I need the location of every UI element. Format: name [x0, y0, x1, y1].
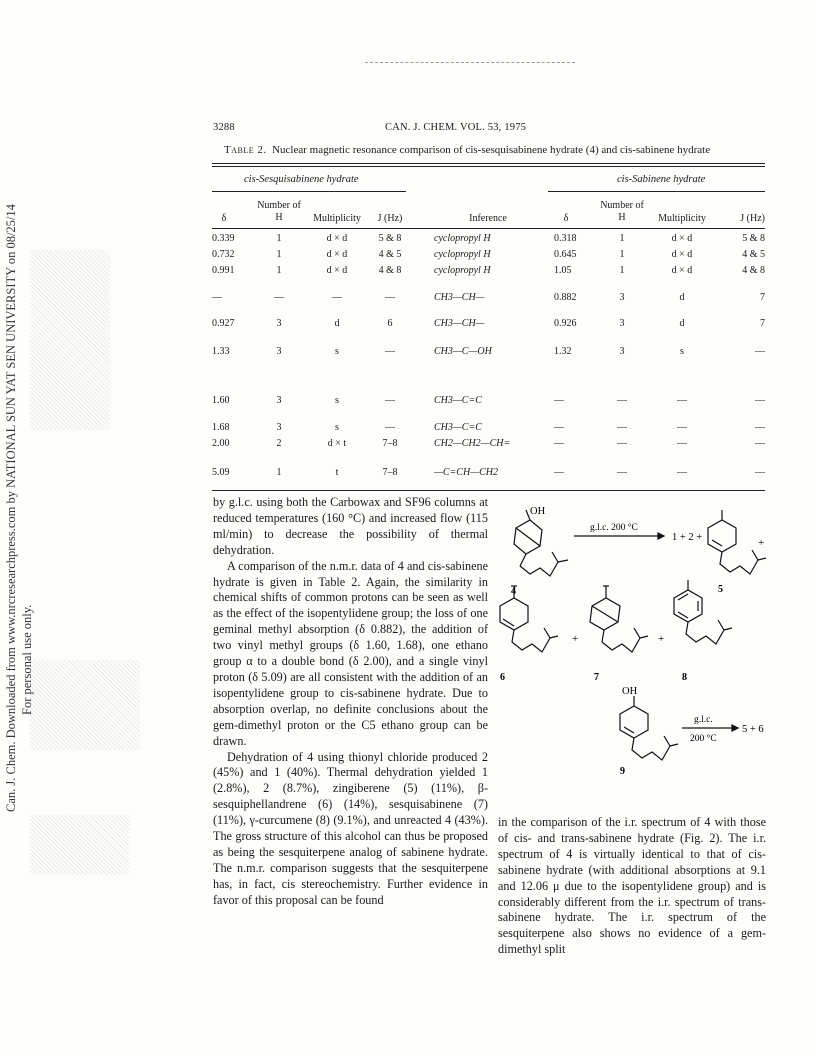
group-right: cis-Sabinene hydrate — [617, 174, 706, 185]
table-cell: 3 — [276, 395, 282, 406]
col-j-2: J (Hz) — [740, 213, 765, 224]
table-cell: 1.60 — [212, 395, 230, 406]
table-cell: — — [755, 438, 765, 449]
table-cell: — — [554, 422, 564, 433]
table-cell: — — [617, 467, 627, 478]
oh-label-1: OH — [530, 506, 546, 517]
table-row — [212, 346, 765, 360]
table-cell: d — [679, 292, 685, 303]
condition-2a: g.l.c. — [694, 715, 713, 725]
table-row — [212, 422, 765, 436]
page-number: 3288 — [213, 122, 235, 133]
right-column — [498, 815, 766, 958]
table-row — [212, 233, 765, 247]
table-cell: 7 — [760, 292, 765, 303]
label-8: 8 — [682, 672, 687, 683]
table-cell: d × d — [326, 249, 348, 260]
table-cell: 6 — [387, 318, 393, 329]
scan-smudge — [30, 250, 110, 430]
table-cell: — — [677, 395, 687, 406]
table-cell: s — [335, 346, 339, 357]
table-row — [212, 249, 765, 263]
table-cell: 3 — [619, 318, 625, 329]
plus-sign-1: + — [758, 537, 765, 549]
reaction-scheme — [496, 498, 768, 798]
scan-smudge — [30, 815, 130, 875]
table-cell: 7–8 — [382, 467, 398, 478]
table-cell: 3 — [276, 422, 282, 433]
table-cell: CH3—CH— — [434, 292, 485, 303]
table-cell: CH2—CH2—CH= — [434, 438, 511, 449]
scan-smudge — [30, 660, 140, 750]
table-cell: s — [335, 422, 339, 433]
table-cell: — — [385, 346, 395, 357]
plus-sign-2: + — [572, 633, 579, 645]
table-cell: CH3—C=C — [434, 422, 482, 433]
label-7: 7 — [594, 672, 599, 683]
table-cell: d × t — [327, 438, 347, 449]
table-cell: 5 & 8 — [742, 233, 765, 244]
journal-header: CAN. J. CHEM. VOL. 53, 1975 — [385, 122, 527, 133]
table-cell: 2 — [276, 438, 282, 449]
table-cell: 0.318 — [554, 233, 577, 244]
table-cell: 1 — [619, 233, 625, 244]
table-cell: 0.882 — [554, 292, 577, 303]
table-top-rule — [212, 163, 765, 164]
table-cell: 0.645 — [554, 249, 577, 260]
table-cell: — — [274, 292, 284, 303]
table-cell: 3 — [276, 346, 282, 357]
download-notice-line2: For personal use only. — [20, 604, 34, 715]
structure-8 — [674, 580, 732, 644]
right-paragraph-1: in the comparison of the i.r. spectrum of 4 with those of cis- and trans-sabinene hydrate (Fig. 2). The i.r. spectrum of 4 is virtually identical to that of cis-sabinene hydrate (with additional absorptions at 9.1 and 12.06 μ due to the isopentylidene group) and is considerably different from the i.r. spectrum of trans-sabinene hydrate. The i.r. spectrum of the sesquiterpene also shows no evidence of a gem-dimethyl split — [498, 815, 766, 957]
table-cell: — — [755, 395, 765, 406]
table-cell: 1 — [276, 467, 282, 478]
table-cell: — — [677, 467, 687, 478]
col-multiplicity: Multiplicity — [313, 213, 361, 224]
table-cell: 3 — [619, 292, 625, 303]
left-paragraph-3: Dehydration of 4 using thionyl chloride produced 2 (45%) and 1 (40%). Thermal dehydration yielded 1 (2.8%), 2 (8.7%), zingiberene (5) (11%), β-sesquiphellandrene (6) (14%), sesquisabinene (7) (11%), γ-curcumene (8) (9.1%), and unreacted 4 (43%). The gross structure of this alcohol can thus be proposed as being the sesquiterpene analog of sabinene hydrate. The n.m.r. comparison suggests that the sesquiterpene has, in fact, cis stereochemistry. Further evidence in favor of this proposal can be found — [213, 749, 488, 907]
table-cell: 1.32 — [554, 346, 572, 357]
table-cell: 5.09 — [212, 467, 230, 478]
label-6: 6 — [500, 672, 505, 683]
col-number-h-2: Number of H — [600, 200, 644, 223]
table-cell: — — [755, 346, 765, 357]
table-row — [212, 438, 765, 452]
group-right-rule — [548, 191, 765, 192]
table-top-rule-2 — [212, 166, 765, 167]
structure-6 — [500, 586, 558, 652]
table-cell: — — [677, 422, 687, 433]
table-cell: 7–8 — [382, 438, 398, 449]
table-cell: 0.991 — [212, 265, 235, 276]
table-cell: 4 & 8 — [378, 265, 402, 276]
left-paragraph-1: by g.l.c. using both the Carbowax and SF96 columns at reduced temperatures (160 °C) and increased flow (115 ml/min) to decrease the possibility of thermal dehydration. — [213, 495, 488, 557]
table-cell: CH3—C—OH — [434, 346, 492, 357]
table-cell: cyclopropyl H — [434, 233, 491, 244]
plus-sign-3: + — [658, 633, 665, 645]
table-cell: 1.05 — [554, 265, 572, 276]
left-column — [213, 495, 488, 909]
col-number-h: Number of H — [257, 200, 301, 223]
table-cell: t — [335, 467, 339, 478]
table-cell: 0.732 — [212, 249, 235, 260]
table-bottom-rule — [212, 490, 765, 491]
table-cell: 1 — [276, 249, 282, 260]
table-cell: — — [554, 438, 564, 449]
table-row — [212, 292, 765, 306]
structure-7 — [590, 586, 648, 652]
table-caption-text: Nuclear magnetic resonance comparison of cis-sesquisabinene hydrate (4) and cis-sabinene hydrate — [272, 144, 711, 156]
table-cell: — — [212, 292, 222, 303]
table-cell: 0.339 — [212, 233, 235, 244]
structure-4 — [514, 510, 568, 576]
table-header-row — [212, 199, 765, 225]
group-left: cis-Sesquisabinene hydrate — [244, 174, 359, 185]
table-cell: 1 — [619, 265, 625, 276]
table-cell: 1 — [276, 233, 282, 244]
table-cell: 3 — [619, 346, 625, 357]
col-inference: Inference — [469, 213, 507, 224]
table-cell: 2.00 — [212, 438, 230, 449]
col-delta: δ — [221, 213, 227, 224]
download-notice — [2, 190, 34, 820]
col-multiplicity-2: Multiplicity — [658, 213, 706, 224]
condition-1: g.l.c. 200 °C — [590, 523, 638, 533]
table-cell: 1 — [619, 249, 625, 260]
table-cell: — — [554, 467, 564, 478]
table-cell: CH3—CH— — [434, 318, 485, 329]
table-cell: s — [680, 346, 684, 357]
group-left-rule — [212, 191, 406, 192]
table-cell: — — [385, 395, 395, 406]
table-cell: cyclopropyl H — [434, 265, 491, 276]
table-cell: —C=CH—CH2 — [434, 467, 498, 478]
table-cell: d — [334, 318, 340, 329]
table-cell: — — [554, 395, 564, 406]
table-cell: — — [617, 422, 627, 433]
condition-2b: 200 °C — [690, 734, 717, 744]
label-4: 4 — [511, 586, 516, 597]
table-cell: — — [755, 422, 765, 433]
table-cell: 4 & 5 — [378, 249, 402, 260]
col-delta-2: δ — [563, 213, 569, 224]
table-cell: — — [617, 395, 627, 406]
table-cell: 1.68 — [212, 422, 230, 433]
table-cell: d × d — [671, 265, 693, 276]
table-cell: d × d — [326, 265, 348, 276]
table-row — [212, 265, 765, 279]
table-cell: d — [679, 318, 685, 329]
header-bottom-rule — [212, 228, 765, 229]
table-cell: 0.926 — [554, 318, 577, 329]
col-j: J (Hz) — [377, 213, 403, 224]
table-cell: 1.33 — [212, 346, 230, 357]
table-caption-label: Table 2. — [224, 144, 267, 156]
table-row — [212, 318, 765, 332]
table-cell: — — [385, 422, 395, 433]
table-cell: 4 & 5 — [742, 249, 765, 260]
table-cell: — — [617, 438, 627, 449]
table-cell: cyclopropyl H — [434, 249, 491, 260]
label-9: 9 — [620, 766, 625, 777]
table-cell: CH3—C=C — [434, 395, 482, 406]
table-row — [212, 467, 765, 481]
table-caption — [224, 144, 784, 156]
label-5: 5 — [718, 584, 723, 595]
table-cell: d × d — [326, 233, 348, 244]
table-cell: 1 — [276, 265, 282, 276]
products-2: 5 + 6 — [742, 724, 764, 735]
structure-9 — [620, 696, 678, 760]
table-cell: 7 — [760, 318, 765, 329]
table-cell: — — [385, 292, 395, 303]
table-cell: 5 & 8 — [378, 233, 402, 244]
oh-label-2: OH — [622, 686, 638, 697]
table-row — [212, 395, 765, 409]
table-cell: 4 & 8 — [742, 265, 765, 276]
top-dashes — [365, 62, 575, 63]
download-notice-line1: Can. J. Chem. Downloaded from www.nrcresearchpress.com by NATIONAL SUN YAT SEN UNIVERSITY on 08/25/14 — [4, 204, 18, 812]
left-paragraph-2: A comparison of the n.m.r. data of 4 and cis-sabinene hydrate is given in Table 2. Again, the similarity in chemical shifts of common protons can be seen as well as the effect of the isopentylidene group; the loss of one geminal methyl absorption (δ 0.882), the addition of two vinyl methyl groups (δ 1.60, 1.68), one ethano group α to a double bond (δ 2.00), and a single vinyl proton (δ 5.09) are all consistent with the addition of an isopentylidene group to cis-sabinene hydrate. Due to absorption overlap, no definite conclusions about the gem-dimethyl proton or the C5 ethano group can be drawn. — [213, 558, 488, 748]
table-cell: d × d — [671, 249, 693, 260]
table-cell: d × d — [671, 233, 693, 244]
table-cell: — — [677, 438, 687, 449]
table-cell: 3 — [276, 318, 282, 329]
table-cell: — — [332, 292, 342, 303]
table-cell: — — [755, 467, 765, 478]
products-1: 1 + 2 + — [672, 532, 703, 543]
table-cell: 0.927 — [212, 318, 235, 329]
table-cell: s — [335, 395, 339, 406]
